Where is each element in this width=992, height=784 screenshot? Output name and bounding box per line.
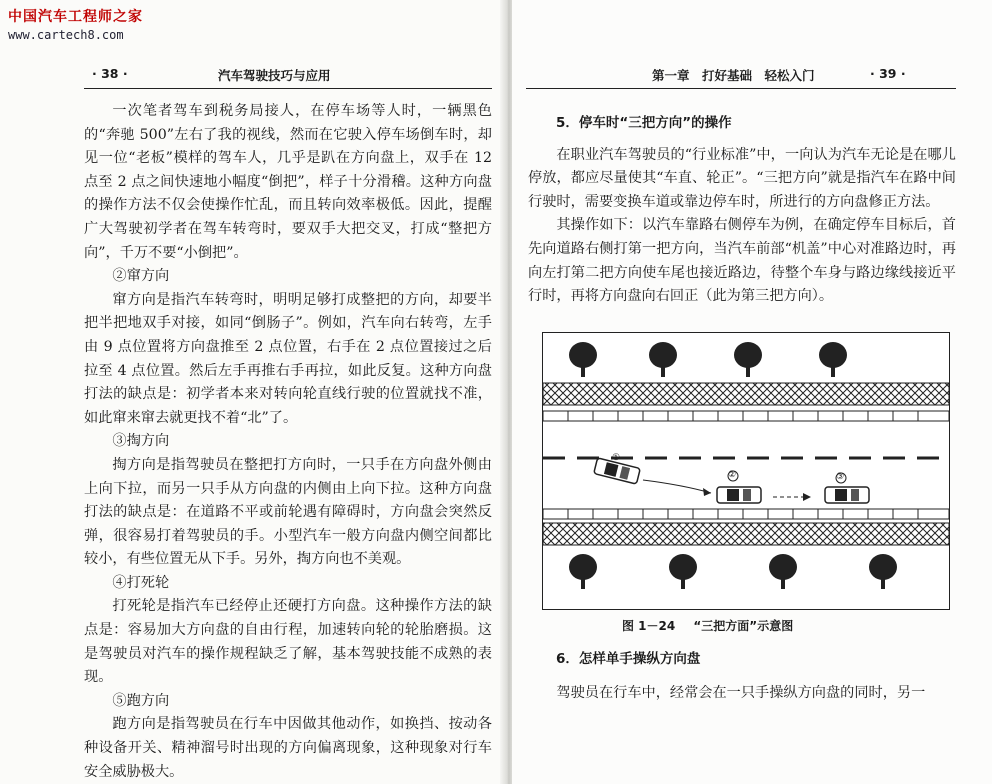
left-header-rule [84,88,492,89]
tree-icon [869,554,897,589]
paragraph: 窜方向是指汽车转弯时，明明足够打成整把的方向，却要半把半把地双手对接，如同“倒肠子”。例如，汽车向右转弯，左手由 9 点位置将方向盘推至 2 点位置，右手在 2 点位置接过之后拉至 4 点位置。然后左手再推右手再拉，如此反复。这种方向盘打法的缺点是：初学者本来对转向轮直线行驶的位置就找不准，如此窜来窜去就更找不着“北”了。 [84,291,492,426]
left-body [84,100,492,784]
watermark-url: www.cartech8.com [8,28,124,42]
section5-title: 5．停车时“三把方向”的操作 [556,115,732,131]
left-page-number: · 38 · [92,66,128,81]
tree-icon [569,554,597,589]
subheading-taofangxiang: ③掏方向 [112,433,170,450]
curb-top [543,411,949,421]
car-position-3 [825,487,869,503]
figure-caption [622,617,793,634]
tree-icon [769,554,797,589]
figure-three-turn-diagram [542,332,950,610]
tree-row-top [569,342,847,377]
right-header-rule [526,88,956,89]
tree-icon [669,554,697,589]
tree-icon [569,342,597,377]
marker-label-3: ③ [836,472,845,482]
right-page [512,0,992,784]
tree-icon [734,342,762,377]
right-page-number: · 39 · [870,66,906,81]
watermark-title: 中国汽车工程师之家 [8,9,143,25]
caption-text: “三把方面”示意图 [693,619,794,633]
tree-row-bottom [569,554,897,589]
left-book-title: 汽车驾驶技巧与应用 [218,68,331,83]
caption-number: 图 1－24 [622,619,676,633]
paragraph: 驾驶员在行车中，经常会在一只手操纵方向盘的同时，另一 [556,684,926,701]
subheading-paofangxiang: ⑤跑方向 [112,692,170,709]
paragraph: 跑方向是指驾驶员在行车中因做其他动作，如换挡、按动各种设备开关、精神溜号时出现的方向偏离现象，这种现象对行车安全威胁极大。 [84,716,492,780]
paragraph: 打死轮是指汽车已经停止还硬打方向盘。这种操作方法的缺点是：容易加大方向盘的自由行程，加速转向轮的轮胎磨损。这是驾驶员对汽车的操作规程缺乏了解，基本驾驶技能不成熟的表现。 [84,598,492,686]
marker-label-1: ① [612,453,621,463]
sidewalk-top [543,383,949,405]
road-diagram [543,333,949,609]
subheading-dasilun: ④打死轮 [112,574,170,591]
section6-title: 6．怎样单手操纵方向盘 [556,651,701,667]
paragraph: 一次笔者驾车到税务局接人，在停车场等人时，一辆黑色的“奔驰 500”左右了我的视线，然而在它驶入停车场倒车时，却见一位“老板”模样的驾车人，几乎是趴在方向盘上，双手在 12 点至 2 点之间快速地小幅度“倒把”，样子十分滑稽。这种方向盘的操作方法不仅会使操作忙乱，而且转向效率极低。因此，提醒广大驾驶初学者在驾车转弯时，要双手大把交叉，打成“整把方向”，千万不要“小倒把”。 [84,103,492,261]
marker-label-2: ② [728,470,737,480]
tree-icon [649,342,677,377]
paragraph: 在职业汽车驾驶员的“行业标准”中，一向认为汽车无论是在哪儿停放，都应尽量使其“车直、轮正”。“三把方向”就是指汽车在路中间行驶时，需要变换车道或靠边停车时，所进行的方向盘修正方法。 [528,146,956,210]
section6 [528,648,956,705]
section5 [528,112,956,309]
car-position-2 [717,487,761,503]
chapter-head: 第一章 打好基础 轻松入门 [652,68,815,83]
tree-icon [819,342,847,377]
subheading-zhuanfangxiang: ②窜方向 [112,268,170,285]
arrow-path-1 [643,480,711,493]
sidewalk-bottom [543,523,949,545]
watermark [8,6,143,42]
paragraph: 掏方向是指驾驶员在整把打方向时，一只手在方向盘外侧由上向下拉，而另一只手从方向盘的内侧由上向下拉。这种方向盘打法的缺点是：在道路不平或前轮遇有障碍时，方向盘会突然反弹，很容易打着驾驶员的手。小型汽车一般方向盘内侧空间都比较小，有些位置无从下手。另外，掏方向也不美观。 [84,456,492,568]
paragraph: 其操作如下：以汽车靠路右侧停车为例，在确定停车目标后，首先向道路右侧打第一把方向，当汽车前部“机盖”中心对准路边时，再向左打第二把方向使车尾也接近路边，待整个车身与路边缘线接近平行时，再将方向盘向右回正（此为第三把方向）。 [528,217,956,305]
curb-bottom [543,509,949,519]
